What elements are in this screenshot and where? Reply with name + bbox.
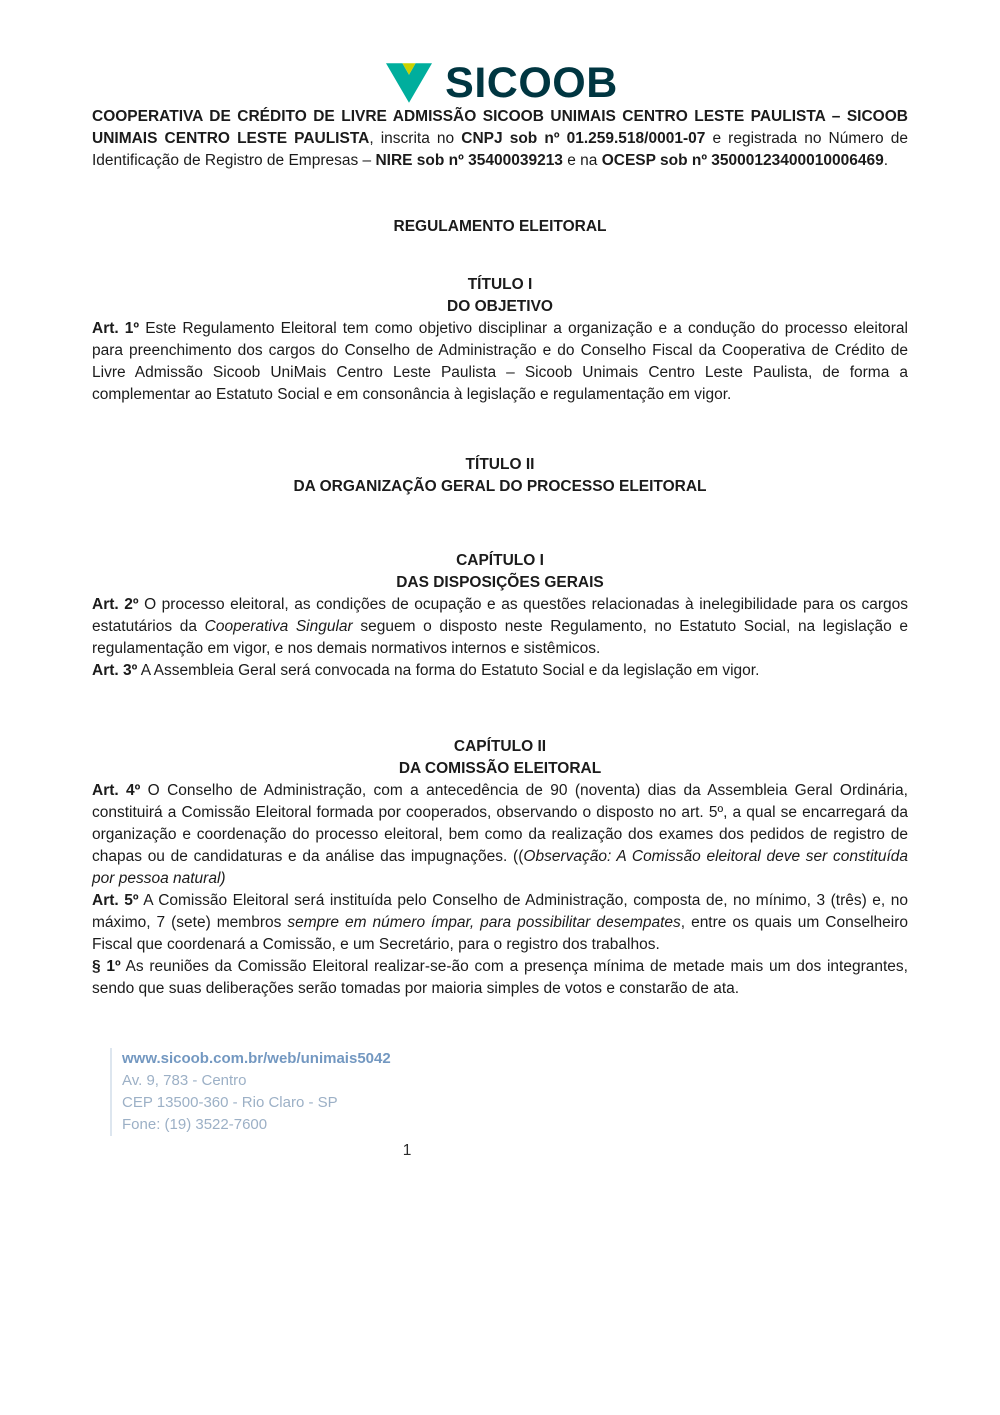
titulo-2-subtitle: DA ORGANIZAÇÃO GERAL DO PROCESSO ELEITORAL — [293, 478, 707, 495]
letterhead-footer — [110, 1048, 908, 1136]
footer-address-line1: Av. 9, 783 - Centro — [122, 1072, 247, 1089]
titulo-1-subtitle: DO OBJETIVO — [447, 298, 553, 315]
sicoob-logo — [92, 0, 908, 106]
capitulo-2-label: CAPÍTULO II — [453, 738, 547, 755]
capitulo-2-subtitle: DA COMISSÃO ELEITORAL — [398, 760, 602, 777]
footer-website: www.sicoob.com.br/web/unimais5042 — [122, 1050, 391, 1067]
document-title: REGULAMENTO ELEITORAL — [393, 218, 607, 235]
art-4-paragraph: Art. 4º O Conselho de Administração, com a antecedência de 90 (noventa) dias da Assembleia Geral Ordinária, constituirá a Comissão Eleitoral formada por cooperados, observando o disposto no art. 5º, a qual se encarregará da organização e coordenação do processo eleitoral, bem como da realização dos exames dos pedidos de registro de chapas ou de candidaturas e da análise das impugnações. ((Observação: A Comissão eleitoral deve ser constituída por pessoa natural) — [92, 782, 908, 887]
capitulo-1-label: CAPÍTULO I — [456, 552, 544, 569]
titulo-2-heading — [92, 454, 908, 498]
titulo-1-heading — [92, 274, 908, 318]
art-5-paragraph: Art. 5º A Comissão Eleitoral será instituída pelo Conselho de Administração, composta de, no mínimo, 3 (três) e, no máximo, 7 (sete) membros sempre em número ímpar, para possibilitar desempates, entre os quais um Conselheiro Fiscal que coordenará a Comissão, e um Secretário, para o registro dos trabalhos. — [92, 892, 909, 953]
paragrafo-1-paragraph: § 1º As reuniões da Comissão Eleitoral realizar-se-ão com a presença mínima de metade mais um dos integrantes, sendo que suas deliberações serão tomadas por maioria simples de votos e constarão de ata. — [92, 958, 908, 997]
capitulo-1-subtitle: DAS DISPOSIÇÕES GERAIS — [396, 574, 604, 591]
capitulo-2-heading — [92, 736, 908, 780]
footer-phone: Fone: (19) 3522-7600 — [122, 1116, 268, 1133]
page-number: 1 — [402, 1142, 412, 1159]
titulo-2-label: TÍTULO II — [465, 456, 535, 473]
art-2-paragraph: Art. 2º O processo eleitoral, as condições de ocupação e as questões relacionadas à inelegibilidade para os cargos estatutários da Cooperativa Singular seguem o disposto neste Regulamento, no Estatuto Social, na legislação e regulamentação em vigor, e nos demais normativos internos e sistêmicos. — [92, 596, 908, 657]
sicoob-wordmark: SICOOB — [445, 59, 618, 107]
art-3-paragraph: Art. 3º A Assembleia Geral será convocada na forma do Estatuto Social e da legislação em vigor. — [92, 662, 760, 679]
capitulo-1-heading — [92, 550, 908, 594]
titulo-1-label: TÍTULO I — [467, 276, 533, 293]
sicoob-chevron-icon — [382, 60, 436, 106]
company-identification-paragraph: COOPERATIVA DE CRÉDITO DE LIVRE ADMISSÃO SICOOB UNIMAIS CENTRO LESTE PAULISTA – SICOOB UNIMAIS CENTRO LESTE PAULISTA, inscrita no CNPJ sob nº 01.259.518/0001-07 e registrada no Número de Identificação de Registro de Empresas – NIRE sob nº 35400039213 e na OCESP sob nº 35000123400010006469. — [92, 108, 908, 169]
footer-address-line2: CEP 13500-360 - Rio Claro - SP — [122, 1094, 338, 1111]
art-1-paragraph: Art. 1º Este Regulamento Eleitoral tem como objetivo disciplinar a organização e a condução do processo eleitoral para preenchimento dos cargos do Conselho de Administração e do Conselho Fiscal da Cooperativa de Crédito de Livre Admissão Sicoob UniMais Centro Leste Paulista – Sicoob Unimais Centro Leste Paulista, de forma a complementar ao Estatuto Social e em consonância à legislação e regulamentação em vigor. — [92, 320, 908, 403]
